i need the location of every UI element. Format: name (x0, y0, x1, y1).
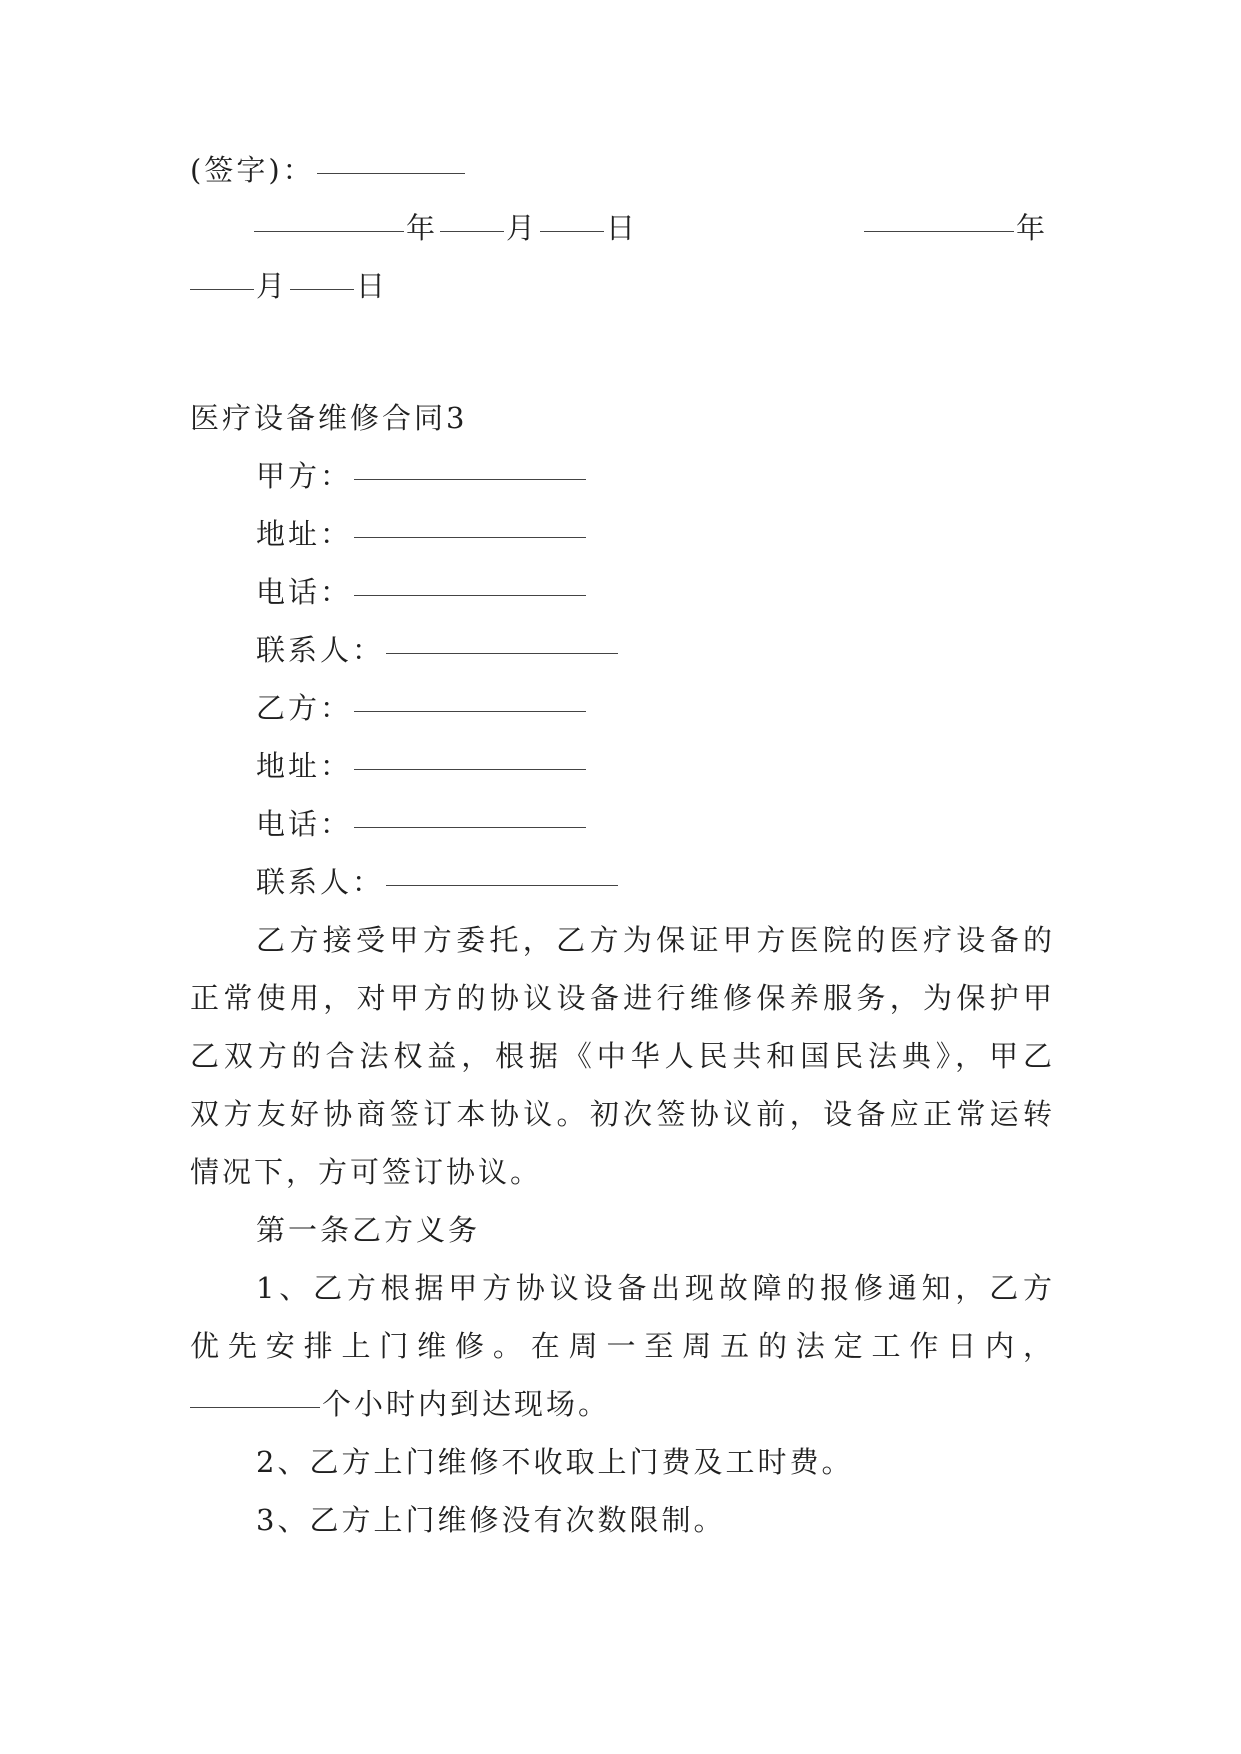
intro-line: 正常使用，对甲方的协议设备进行维修保养服务，为保护甲 (190, 981, 1052, 1015)
party-b-phone-label: 电话： (256, 807, 353, 841)
party-b-address-blank (354, 769, 586, 770)
day-blank (290, 289, 354, 290)
party-a-address-field (256, 514, 588, 554)
month-blank (440, 231, 504, 232)
party-a-phone-blank (354, 595, 586, 596)
party-b-contact-field (256, 862, 620, 902)
party-b-name-blank (354, 711, 586, 712)
date-line-party-b-year (862, 208, 1048, 248)
intro-line: 乙方接受甲方委托，乙方为保证甲方医院的医疗设备的 (256, 923, 1052, 957)
date-line-party-a (252, 208, 638, 248)
party-a-name-blank (354, 479, 586, 480)
item-2: 2、乙方上门维修不收取上门费及工时费。 (256, 1445, 854, 1479)
signature-blank (317, 173, 465, 174)
party-a-phone-field (256, 572, 588, 612)
party-a-contact-label: 联系人： (256, 633, 385, 667)
year-blank (254, 231, 404, 232)
year-label: 年 (406, 211, 439, 245)
day-label: 日 (356, 269, 389, 303)
month-blank (190, 289, 254, 290)
party-a-name-field (256, 456, 588, 496)
party-a-name-label: 甲方： (256, 459, 353, 493)
party-b-phone-field (256, 804, 588, 844)
item-1-line: 1、乙方根据甲方协议设备出现故障的报修通知，乙方 (256, 1271, 1052, 1305)
party-a-contact-field (256, 630, 620, 670)
signature-line (190, 150, 467, 190)
party-a-address-blank (354, 537, 586, 538)
intro-line: 乙双方的合法权益，根据《中华人民共和国民法典》，甲乙 (190, 1039, 1052, 1073)
party-b-address-label: 地址： (256, 749, 353, 783)
hours-blank (190, 1407, 320, 1408)
day-blank (540, 231, 604, 232)
contract-title: 医疗设备维修合同3 (190, 401, 468, 435)
item-1-line: 优先安排上门维修。在周一至周五的法定工作日内， (190, 1329, 1052, 1363)
item-1-end-text: 个小时内到达现场。 (322, 1387, 611, 1421)
party-b-contact-label: 联系人： (256, 865, 385, 899)
signature-label: (签字)： (190, 153, 315, 187)
intro-line: 情况下，方可签订协议。 (190, 1155, 543, 1189)
month-label: 月 (506, 211, 539, 245)
article-1-title: 第一条乙方义务 (256, 1213, 481, 1247)
item-1-end-line (188, 1384, 610, 1424)
party-b-name-label: 乙方： (256, 691, 353, 725)
year-label: 年 (1016, 211, 1049, 245)
party-b-address-field (256, 746, 588, 786)
date-line-party-b-month-day (188, 266, 388, 306)
party-a-contact-blank (386, 653, 618, 654)
month-label: 月 (256, 269, 289, 303)
item-3: 3、乙方上门维修没有次数限制。 (256, 1503, 726, 1537)
party-b-name-field (256, 688, 588, 728)
party-b-phone-blank (354, 827, 586, 828)
party-a-address-label: 地址： (256, 517, 353, 551)
year-blank (864, 231, 1014, 232)
day-label: 日 (606, 211, 639, 245)
party-b-contact-blank (386, 885, 618, 886)
intro-line: 双方友好协商签订本协议。初次签协议前，设备应正常运转 (190, 1097, 1052, 1131)
party-a-phone-label: 电话： (256, 575, 353, 609)
